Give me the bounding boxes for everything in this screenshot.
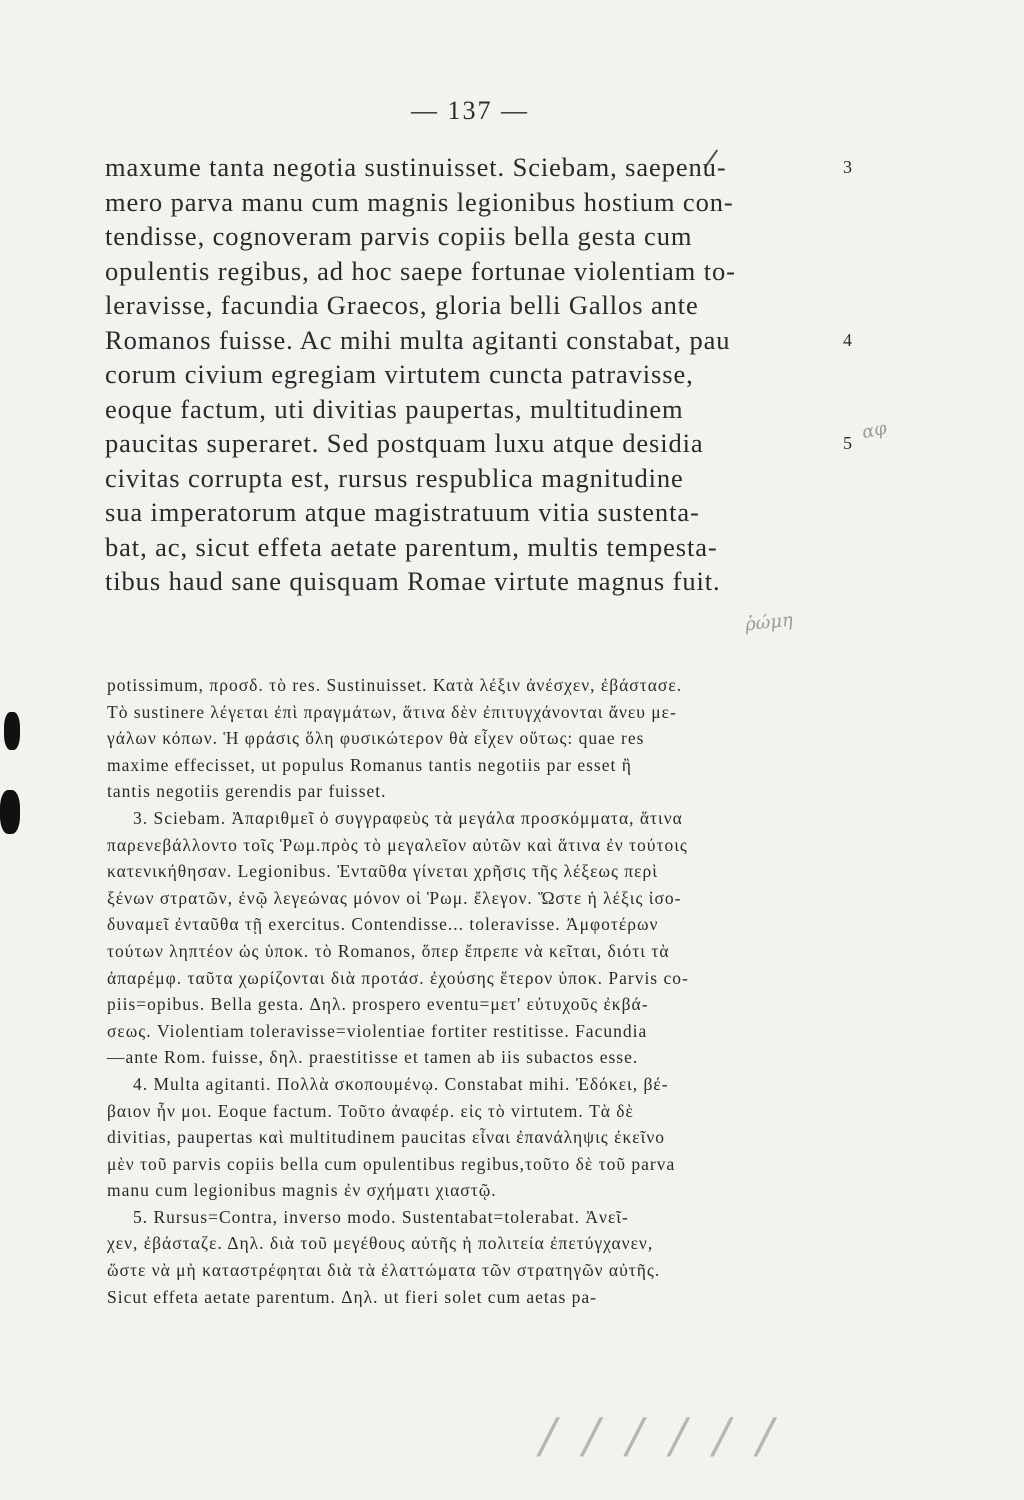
section-number: 3: [843, 157, 853, 177]
note-line: τούτων ληπτέον ὡς ὑποκ. τὸ Romanos, ὅπερ ἔπρεπε νὰ κεῖται, διότι τὰ: [107, 940, 670, 961]
note-line: γάλων κόπων. Ἡ φράσις ὅλη φυσικώτερον θὰ εἶχεν οὕτως: quae res: [107, 728, 645, 749]
text-line-content: tendisse, cognoveram parvis copiis bella gesta cum: [105, 221, 693, 251]
ink-speck: [0, 790, 20, 834]
text-line-content: sua imperatorum atque magistratuum vitia sustenta-: [105, 497, 700, 527]
note-line: μὲν τοῦ parvis copiis bella cum opulentibus regibus,τοῦτο δὲ τοῦ parva: [107, 1153, 676, 1174]
text-line: [105, 323, 853, 358]
text-line: [105, 530, 835, 565]
note-line: Sicut effeta aetate parentum. Δηλ. ut fieri solet cum aetas pa-: [107, 1286, 598, 1307]
text-line-content: opulentis regibus, ad hoc saepe fortunae violentiam to-: [105, 255, 736, 286]
text-line: [105, 219, 835, 254]
text-line: [105, 357, 835, 392]
text-line-content: leravisse, facundia Graecos, gloria belli Gallos ante: [105, 290, 699, 320]
handwritten-note: ῥώμη: [744, 609, 794, 636]
main-text: [105, 150, 853, 599]
margin-handwriting: αφ: [860, 417, 889, 444]
text-line-content: corum civium egregiam virtutem cuncta patravisse,: [105, 359, 694, 389]
text-line: [105, 392, 835, 427]
note-line: 5. Rursus=Contra, inverso modo. Sustentabat=tolerabat. Ἀνεῖ-: [133, 1206, 629, 1227]
section-number: 4: [843, 329, 853, 350]
note-line: χεν, ἐβάσταζε. Δηλ. διὰ τοῦ μεγέθους αὐτῆς ἡ πολιτεία ἐπετύγχανεν,: [107, 1233, 654, 1254]
note-line: ξένων στρατῶν, ἐνῷ λεγεώνας μόνον οἱ Ῥωμ. ἔλεγον. Ὥστε ἡ λέξις ἰσο-: [107, 887, 682, 908]
text-line: [105, 461, 835, 496]
pencil-tally-marks: / / / / / /: [540, 1408, 780, 1464]
text-line-content: tibus haud sane quisquam Romae virtute magnus fuit.: [105, 566, 721, 596]
commentary-notes: [107, 672, 842, 1310]
text-line: [105, 185, 835, 220]
note-line: βαιον ἦν μοι. Eoque factum. Τοῦτο ἀναφέρ. εἰς τὸ virtutem. Τὰ δὲ: [107, 1100, 634, 1121]
note-line: ὥστε νὰ μὴ καταστρέφηται διὰ τὰ ἐλαττώματα τῶν στρατηγῶν αὐτῆς.: [107, 1260, 661, 1281]
text-line-content: mero parva manu cum magnis legionibus hostium con-: [105, 186, 734, 217]
text-line-content: Romanos fuisse. Ac mihi multa agitanti constabat, pau: [105, 324, 731, 355]
note-line: maxime effecisset, ut populus Romanus tantis negotiis par esset ἢ: [107, 754, 632, 775]
note-line: manu cum legionibus magnis ἐν σχήματι χιαστῷ.: [107, 1180, 497, 1201]
note-line: piis=opibus. Bella gesta. Δηλ. prospero eventu=μετ' εὐτυχοῦς ἐκβά-: [107, 994, 649, 1015]
text-line: [105, 254, 835, 289]
note-line: δυναμεῖ ἐνταῦθα τῇ exercitus. Contendisse... toleravisse. Ἀμφοτέρων: [107, 914, 659, 935]
text-line: [105, 495, 835, 530]
text-line-content: civitas corrupta est, rursus respublica magnitudine: [105, 462, 684, 493]
note-line: potissimum, προσδ. τὸ res. Sustinuisset. Κατὰ λέξιν ἀνέσχεν, ἐβάστασε.: [107, 675, 683, 695]
note-line: divitias, paupertas καὶ multitudinem paucitas εἶναι ἐπανάληψις ἐκεῖνο: [107, 1127, 666, 1148]
note-line: ἀπαρέμφ. ταῦτα χωρίζονται διὰ προτάσ. ἐχούσης ἕτερον ὑποκ. Parvis co-: [107, 967, 689, 988]
note-line: 4. Multa agitanti. Πολλὰ σκοπουμένῳ. Constabat mihi. Ἐδόκει, βέ-: [133, 1073, 669, 1094]
page-number: — 137 —: [411, 96, 529, 125]
text-line-content: eoque factum, uti divitias paupertas, multitudinem: [105, 393, 684, 424]
section-number: 5: [843, 433, 853, 453]
text-line: [105, 426, 853, 461]
note-line: —ante Rom. fuisse, δηλ. praestitisse et tamen ab iis subactos esse.: [107, 1047, 639, 1068]
text-line-content: paucitas superaret. Sed postquam luxu atque desidia: [105, 428, 704, 458]
text-line: [105, 288, 835, 323]
ink-speck: [4, 712, 20, 750]
note-line: παρενεβάλλοντο τοῖς Ῥωμ.πρὸς τὸ μεγαλεῖον αὐτῶν καὶ ἅτινα ἐν τούτοις: [107, 834, 688, 855]
text-line: [105, 150, 853, 185]
text-line: [105, 564, 835, 599]
note-line: 3. Sciebam. Ἀπαριθμεῖ ὁ συγγραφεὺς τὰ μεγάλα προσκόμματα, ἅτινα: [133, 807, 683, 828]
note-line: Τὸ sustinere λέγεται ἐπὶ πραγμάτων, ἅτινα δὲν ἐπιτυγχάνονται ἄνευ με-: [107, 701, 677, 722]
note-line: tantis negotiis gerendis par fuisset.: [107, 781, 387, 802]
note-line: σεως. Violentiam toleravisse=violentiae fortiter restitisse. Facundia: [107, 1020, 648, 1041]
note-line: κατενικήθησαν. Legionibus. Ἐνταῦθα γίνεται χρῆσις τῆς λέξεως περὶ: [107, 861, 658, 882]
text-line-content: maxume tanta negotia sustinuisset. Sciebam, saepenu-: [105, 152, 727, 182]
text-line-content: bat, ac, sicut effeta aetate parentum, multis tempesta-: [105, 531, 718, 562]
